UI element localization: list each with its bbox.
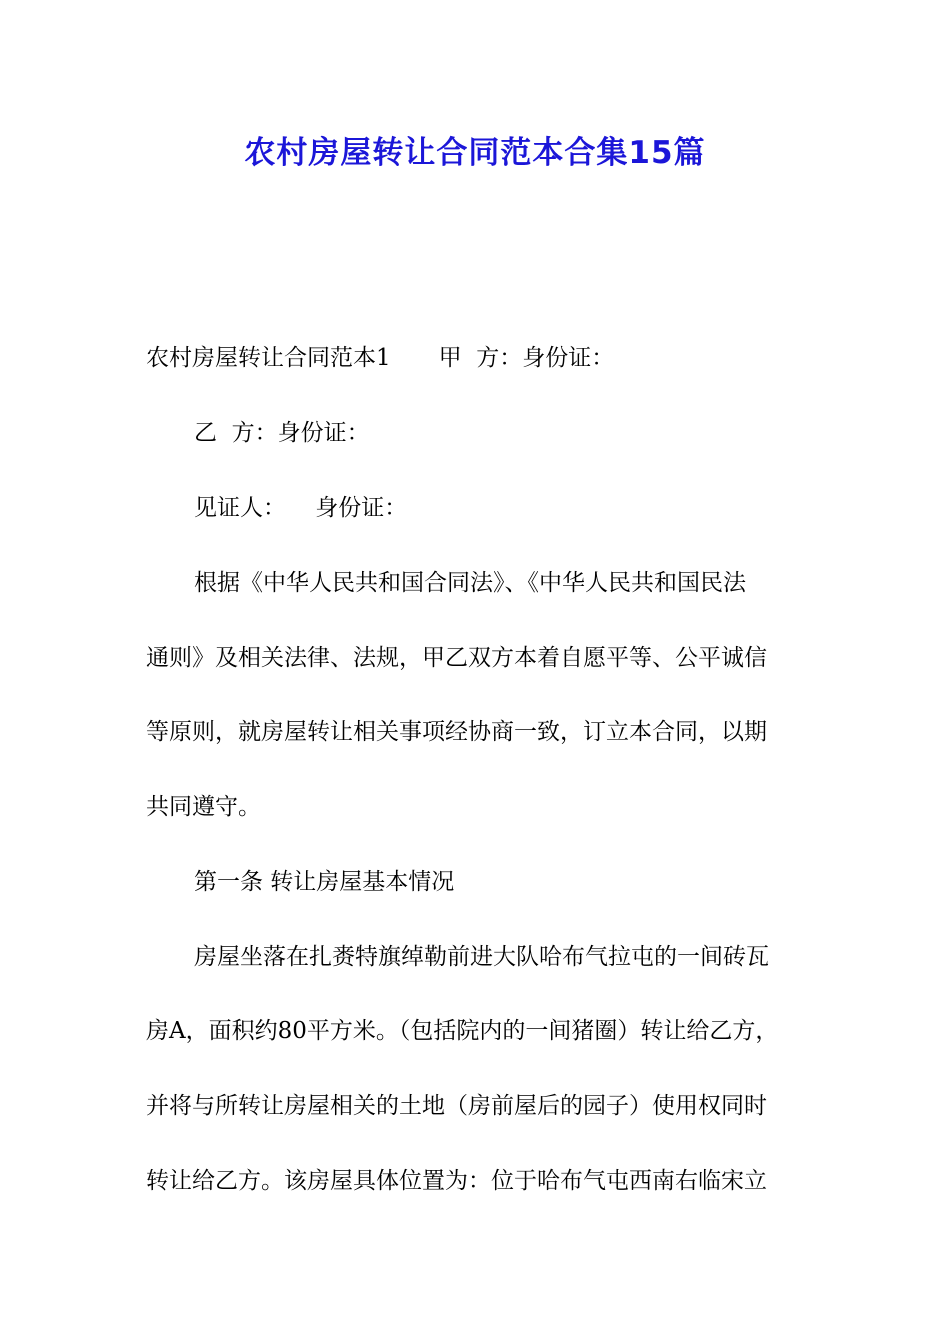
- paragraph-line: 转让给乙方。该房屋具体位置为：位于哈布气屯西南右临宋立: [146, 1168, 767, 1194]
- article-heading: 第一条 转让房屋基本情况: [194, 869, 455, 895]
- paragraph-line: 房屋坐落在扎赉特旗绰勒前进大队哈布气拉屯的一间砖瓦: [194, 944, 769, 970]
- paragraph-line: 根据《中华人民共和国合同法》、《中华人民共和国民法: [194, 570, 746, 596]
- paragraph-line: 等原则，就房屋转让相关事项经协商一致，订立本合同，以期: [146, 719, 767, 745]
- contract-heading-line: [146, 341, 836, 375]
- contract-sample-label: 农村房屋转让合同范本1: [146, 345, 391, 371]
- paragraph-line: 共同遵守。: [146, 794, 261, 820]
- paragraph-line: 房A，面积约80平方米。（包括院内的一间猪圈）转让给乙方，: [146, 1018, 779, 1044]
- witness-line: 见证人： 身份证：: [194, 495, 408, 521]
- paragraph-line: 通则》及相关法律、法规，甲乙双方本着自愿平等、公平诚信: [146, 645, 767, 671]
- paragraph-line: 并将与所转让房屋相关的土地（房前屋后的园子）使用权同时: [146, 1093, 767, 1119]
- party-b-line: 乙 方：身份证：: [194, 420, 370, 446]
- document-title: 农村房屋转让合同范本合集15篇: [244, 135, 706, 171]
- party-a-label: 甲 方：身份证：: [438, 345, 615, 371]
